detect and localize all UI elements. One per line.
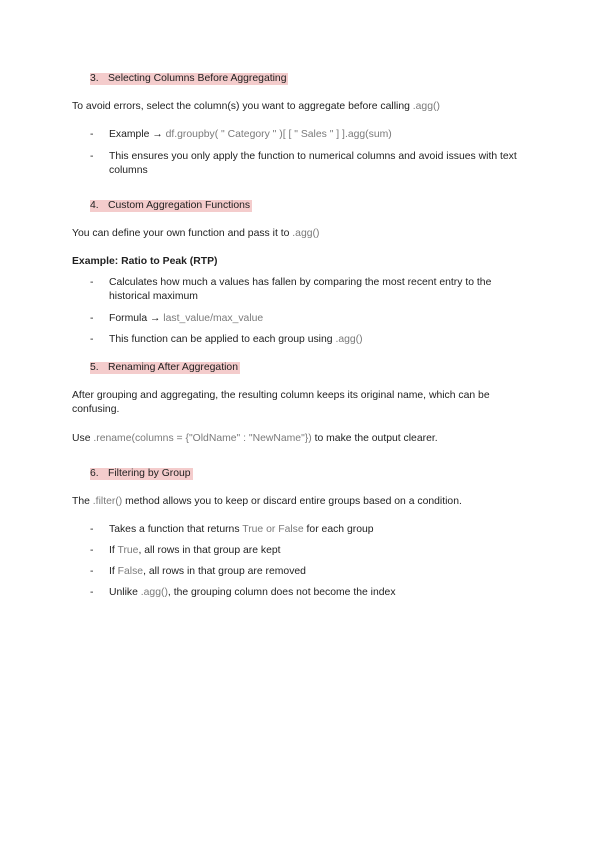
bullet-text: If (109, 566, 118, 577)
example-title: Example: Ratio to Peak (RTP) (72, 256, 218, 267)
list-item (90, 128, 392, 142)
para-text: Use (72, 433, 94, 444)
bullet-code: True or False (242, 524, 304, 535)
intro-text: method allows you to keep or discard entire groups based on a condition. (122, 496, 462, 507)
bullet-dash: - (90, 566, 94, 577)
para-text: to make the output clearer. (311, 433, 438, 444)
bullet-code: False (117, 566, 144, 577)
list-item (90, 565, 306, 579)
section-3-heading (90, 72, 288, 86)
section-5-paragraph: After grouping and aggregating, the resulting column keeps its original name, which can be confusing. (72, 390, 490, 415)
intro-code: .agg() (412, 101, 440, 112)
bullet-text: This ensures you only apply the function to numerical columns and avoid issues with text columns (109, 151, 517, 176)
bullet-text: Example → (109, 129, 166, 140)
section-title: Custom Aggregation Functions (108, 200, 251, 211)
section-title: Filtering by Group (108, 468, 191, 479)
intro-text: The (72, 496, 93, 507)
bullet-dash: - (90, 587, 94, 598)
section-number: 4. (90, 200, 99, 211)
section-5-paragraph-2 (72, 432, 438, 446)
section-6-heading (90, 467, 193, 481)
bullet-code: True (117, 545, 139, 556)
bullet-text: Formula → (109, 313, 164, 324)
bullet-text: for each group (303, 524, 374, 535)
section-number: 3. (90, 73, 99, 84)
bullet-text: If (109, 545, 118, 556)
bullet-code: last_value/max_value (163, 313, 264, 324)
bullet-code: .agg() (335, 334, 363, 345)
list-item (90, 544, 281, 558)
list-item (90, 276, 109, 290)
bullet-dash: - (90, 151, 94, 162)
section-number: 5. (90, 362, 99, 373)
intro-text: To avoid errors, select the column(s) you want to aggregate before calling (72, 101, 413, 112)
section-3-intro (72, 100, 440, 114)
section-4-intro (72, 227, 319, 241)
bullet-dash: - (90, 524, 94, 535)
intro-code: .filter() (92, 496, 123, 507)
bullet-dash: - (90, 334, 94, 345)
bullet-text: Calculates how much a values has fallen by comparing the most recent entry to the historical maximum (109, 277, 492, 302)
section-4-heading (90, 199, 252, 213)
list-item (90, 523, 374, 537)
list-item (90, 312, 263, 326)
bullet-text: , all rows in that group are kept (138, 545, 281, 556)
bullet-dash: - (90, 313, 94, 324)
list-item (90, 150, 109, 164)
section-number: 6. (90, 468, 99, 479)
intro-text: You can define your own function and pass it to (72, 228, 293, 239)
list-item (90, 333, 363, 347)
bullet-text: Takes a function that returns (109, 524, 243, 535)
section-title: Renaming After Aggregation (108, 362, 238, 373)
section-5-heading (90, 361, 240, 375)
bullet-code: .agg() (140, 587, 168, 598)
bullet-dash: - (90, 277, 94, 288)
section-title: Selecting Columns Before Aggregating (108, 73, 287, 84)
intro-code: .agg() (292, 228, 320, 239)
bullet-text: Unlike (109, 587, 141, 598)
bullet-dash: - (90, 545, 94, 556)
para-code: .rename(columns = {"OldName" : "NewName"}) (93, 433, 312, 444)
bullet-dash: - (90, 129, 94, 140)
section-6-intro (72, 495, 462, 509)
bullet-text: , all rows in that group are removed (143, 566, 306, 577)
bullet-code: df.groupby( " Category " )[ [ " Sales " ] ].agg(sum) (165, 129, 392, 140)
bullet-text: , the grouping column does not become the index (167, 587, 396, 598)
list-item (90, 586, 396, 600)
bullet-text: This function can be applied to each group using (109, 334, 336, 345)
